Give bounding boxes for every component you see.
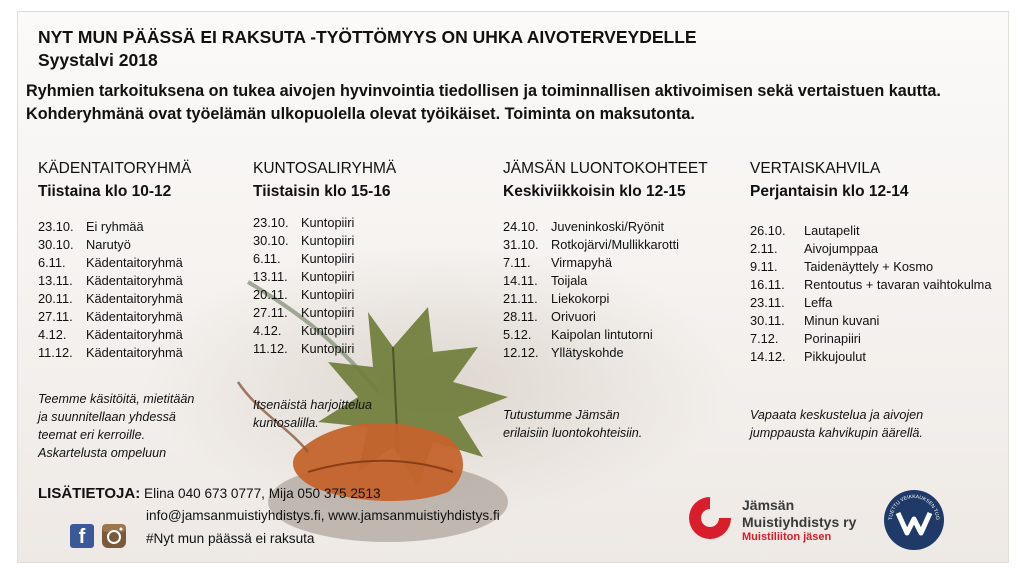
schedule-row — [503, 272, 708, 290]
row-date: 30.11. — [750, 313, 785, 328]
schedule-row — [253, 268, 396, 286]
row-activity: Kuntopiiri — [301, 323, 355, 338]
org-name-line-1: Jämsän — [742, 497, 795, 513]
row-activity: Narutyö — [86, 237, 131, 252]
row-date: 14.11. — [503, 273, 538, 288]
schedule-list — [750, 222, 991, 366]
row-date: 13.11. — [38, 273, 73, 288]
row-date: 12.12. — [503, 345, 539, 360]
contact-label: LISÄTIETOJA: — [38, 485, 141, 502]
row-activity: Kuntopiiri — [301, 341, 355, 356]
schedule-row — [253, 214, 396, 232]
schedule-row — [38, 236, 191, 254]
row-activity: Toijala — [551, 273, 588, 288]
row-activity: Kuntopiiri — [301, 251, 355, 266]
schedule-row — [38, 326, 191, 344]
schedule-row — [503, 254, 708, 272]
row-date: 21.11. — [503, 291, 538, 306]
veikkaus-badge-icon — [883, 489, 945, 551]
row-date: 13.11. — [253, 269, 288, 284]
row-date: 7.11. — [503, 255, 531, 270]
schedule-row — [750, 330, 991, 348]
schedule-row — [253, 232, 396, 250]
schedule-row — [253, 250, 396, 268]
row-date: 27.11. — [253, 305, 288, 320]
row-date: 4.12. — [38, 327, 67, 342]
group-time: Tiistaina klo 10-12 — [38, 183, 172, 200]
schedule-row — [750, 240, 991, 258]
row-activity: Porinapiiri — [804, 331, 861, 346]
row-activity: Rotkojärvi/Mullikkarotti — [551, 237, 680, 252]
row-activity: Kuntopiiri — [301, 269, 355, 284]
schedule-row — [38, 272, 191, 290]
row-date: 23.10. — [38, 219, 74, 234]
row-activity: Leffa — [804, 295, 833, 310]
row-activity: Virmapyhä — [551, 255, 612, 270]
group-kadentaito — [38, 158, 191, 362]
group-time: Keskiviikkoisin klo 12-15 — [503, 183, 686, 200]
row-date: 30.10. — [38, 237, 74, 252]
instagram-icon[interactable] — [101, 523, 127, 549]
row-date: 23.11. — [750, 295, 785, 310]
row-date: 6.11. — [253, 251, 281, 266]
row-activity: Kädentaitoryhmä — [86, 273, 183, 288]
row-activity: Kuntopiiri — [301, 305, 355, 320]
schedule-row — [38, 308, 191, 326]
group-note: Tutustumme Jämsän erilaisiin luontokohteisiin. — [503, 408, 643, 440]
row-activity: Aivojumppaa — [804, 241, 878, 256]
row-date: 28.11. — [503, 309, 538, 324]
row-activity: Yllätyskohde — [551, 345, 624, 360]
row-activity: Kaipolan lintutorni — [551, 327, 653, 342]
schedule-list — [503, 218, 708, 362]
row-date: 5.12. — [503, 327, 532, 342]
row-date: 2.11. — [750, 241, 778, 256]
schedule-row — [750, 294, 991, 312]
schedule-row — [750, 276, 991, 294]
page-subtitle: Syystalvi 2018 — [38, 50, 158, 70]
schedule-row — [38, 218, 191, 236]
row-activity: Ei ryhmää — [86, 219, 144, 234]
muistiyhdistys-logo-icon — [685, 493, 735, 543]
row-activity: Taidenäyttely + Kosmo — [804, 259, 934, 274]
row-activity: Kädentaitoryhmä — [86, 345, 183, 360]
group-name: KÄDENTAITORYHMÄ — [38, 160, 192, 177]
row-date: 16.11. — [750, 277, 785, 292]
contact-phones: Elina 040 673 0777, Mija 050 375 2513 — [144, 486, 381, 501]
row-date: 20.11. — [253, 287, 288, 302]
row-date: 27.11. — [38, 309, 73, 324]
schedule-row — [503, 218, 708, 236]
row-activity: Rentoutus + tavaran vaihtokulma — [804, 277, 992, 292]
contact-info — [38, 485, 381, 502]
row-date: 24.10. — [503, 219, 539, 234]
group-name: KUNTOSALIRYHMÄ — [253, 160, 397, 177]
row-activity: Kädentaitoryhmä — [86, 291, 183, 306]
schedule-list — [253, 214, 396, 358]
row-date: 31.10. — [503, 237, 539, 252]
group-time: Perjantaisin klo 12-14 — [750, 183, 909, 200]
row-date: 4.12. — [253, 323, 282, 338]
schedule-row — [253, 340, 396, 358]
badge-text: TUETTU VEIKKAUKSEN TUO — [887, 493, 941, 521]
schedule-row — [503, 236, 708, 254]
schedule-row — [503, 308, 708, 326]
row-date: 30.10. — [253, 233, 289, 248]
schedule-row — [503, 344, 708, 362]
group-time: Tiistaisin klo 15-16 — [253, 183, 391, 200]
row-date: 26.10. — [750, 223, 786, 238]
schedule-row — [253, 286, 396, 304]
group-vertaiskahvila — [750, 158, 991, 366]
schedule-row — [38, 254, 191, 272]
schedule-row — [38, 344, 191, 362]
row-date: 11.12. — [253, 341, 288, 356]
group-luontokohteet — [503, 158, 708, 362]
poster — [18, 12, 1008, 562]
group-name: JÄMSÄN LUONTOKOHTEET — [503, 160, 708, 177]
facebook-icon[interactable]: f — [70, 524, 94, 548]
page-title: NYT MUN PÄÄSSÄ EI RAKSUTA -TYÖTTÖMYYS ON UHKA AIVOTERVEYDELLE — [38, 27, 697, 47]
schedule-row — [750, 312, 991, 330]
row-activity: Juveninkoski/Ryönit — [551, 219, 665, 234]
row-activity: Kädentaitoryhmä — [86, 255, 183, 270]
group-kuntosali — [253, 158, 396, 358]
row-activity: Kuntopiiri — [301, 215, 355, 230]
row-activity: Kuntopiiri — [301, 287, 355, 302]
schedule-row — [750, 222, 991, 240]
group-note: Vapaata keskustelua ja aivojen jumppausta kahvikupin äärellä. — [750, 408, 924, 440]
intro-line-1: Ryhmien tarkoituksena on tukea aivojen hyvinvointia tiedollisen ja toiminnallisen aktivoimisen sekä vertaistuen kautta. — [26, 82, 941, 100]
row-activity: Kädentaitoryhmä — [86, 327, 183, 342]
schedule-row — [253, 304, 396, 322]
row-activity: Orivuori — [551, 309, 596, 324]
group-name: VERTAISKAHVILA — [750, 160, 881, 177]
intro-text — [26, 80, 941, 126]
row-date: 14.12. — [750, 349, 786, 364]
schedule-row — [750, 258, 991, 276]
row-activity: Liekokorpi — [551, 291, 610, 306]
org-membership: Muistiliiton jäsen — [742, 531, 832, 543]
hashtag: #Nyt mun päässä ei raksuta — [146, 531, 315, 546]
schedule-row — [750, 348, 991, 366]
row-activity: Kuntopiiri — [301, 233, 355, 248]
group-note: Itsenäistä harjoittelua kuntosalilla. — [253, 398, 373, 430]
schedule-row — [38, 290, 191, 308]
row-activity: Minun kuvani — [804, 313, 880, 328]
row-date: 20.11. — [38, 291, 73, 306]
group-note: Teemme käsitöitä, mietitään ja suunnitellaan yhdessä teemat eri kerroille. Askartelusta ompeluun — [38, 392, 195, 460]
contact-email-web[interactable]: info@jamsanmuistiyhdistys.fi, www.jamsanmuistiyhdistys.fi — [146, 508, 500, 523]
schedule-row — [503, 290, 708, 308]
schedule-row — [503, 326, 708, 344]
row-date: 23.10. — [253, 215, 289, 230]
intro-line-2: Kohderyhmänä ovat työelämän ulkopuolella olevat työikäiset. Toiminta on maksutonta. — [26, 105, 695, 123]
row-activity: Pikkujoulut — [804, 349, 866, 364]
row-activity: Lautapelit — [804, 223, 860, 238]
schedule-row — [253, 322, 396, 340]
schedule-list — [38, 218, 191, 362]
row-date: 6.11. — [38, 255, 66, 270]
row-activity: Kädentaitoryhmä — [86, 309, 183, 324]
row-date: 9.11. — [750, 259, 778, 274]
org-name-line-2: Muistiyhdistys ry — [742, 514, 857, 530]
row-date: 11.12. — [38, 345, 73, 360]
row-date: 7.12. — [750, 331, 779, 346]
